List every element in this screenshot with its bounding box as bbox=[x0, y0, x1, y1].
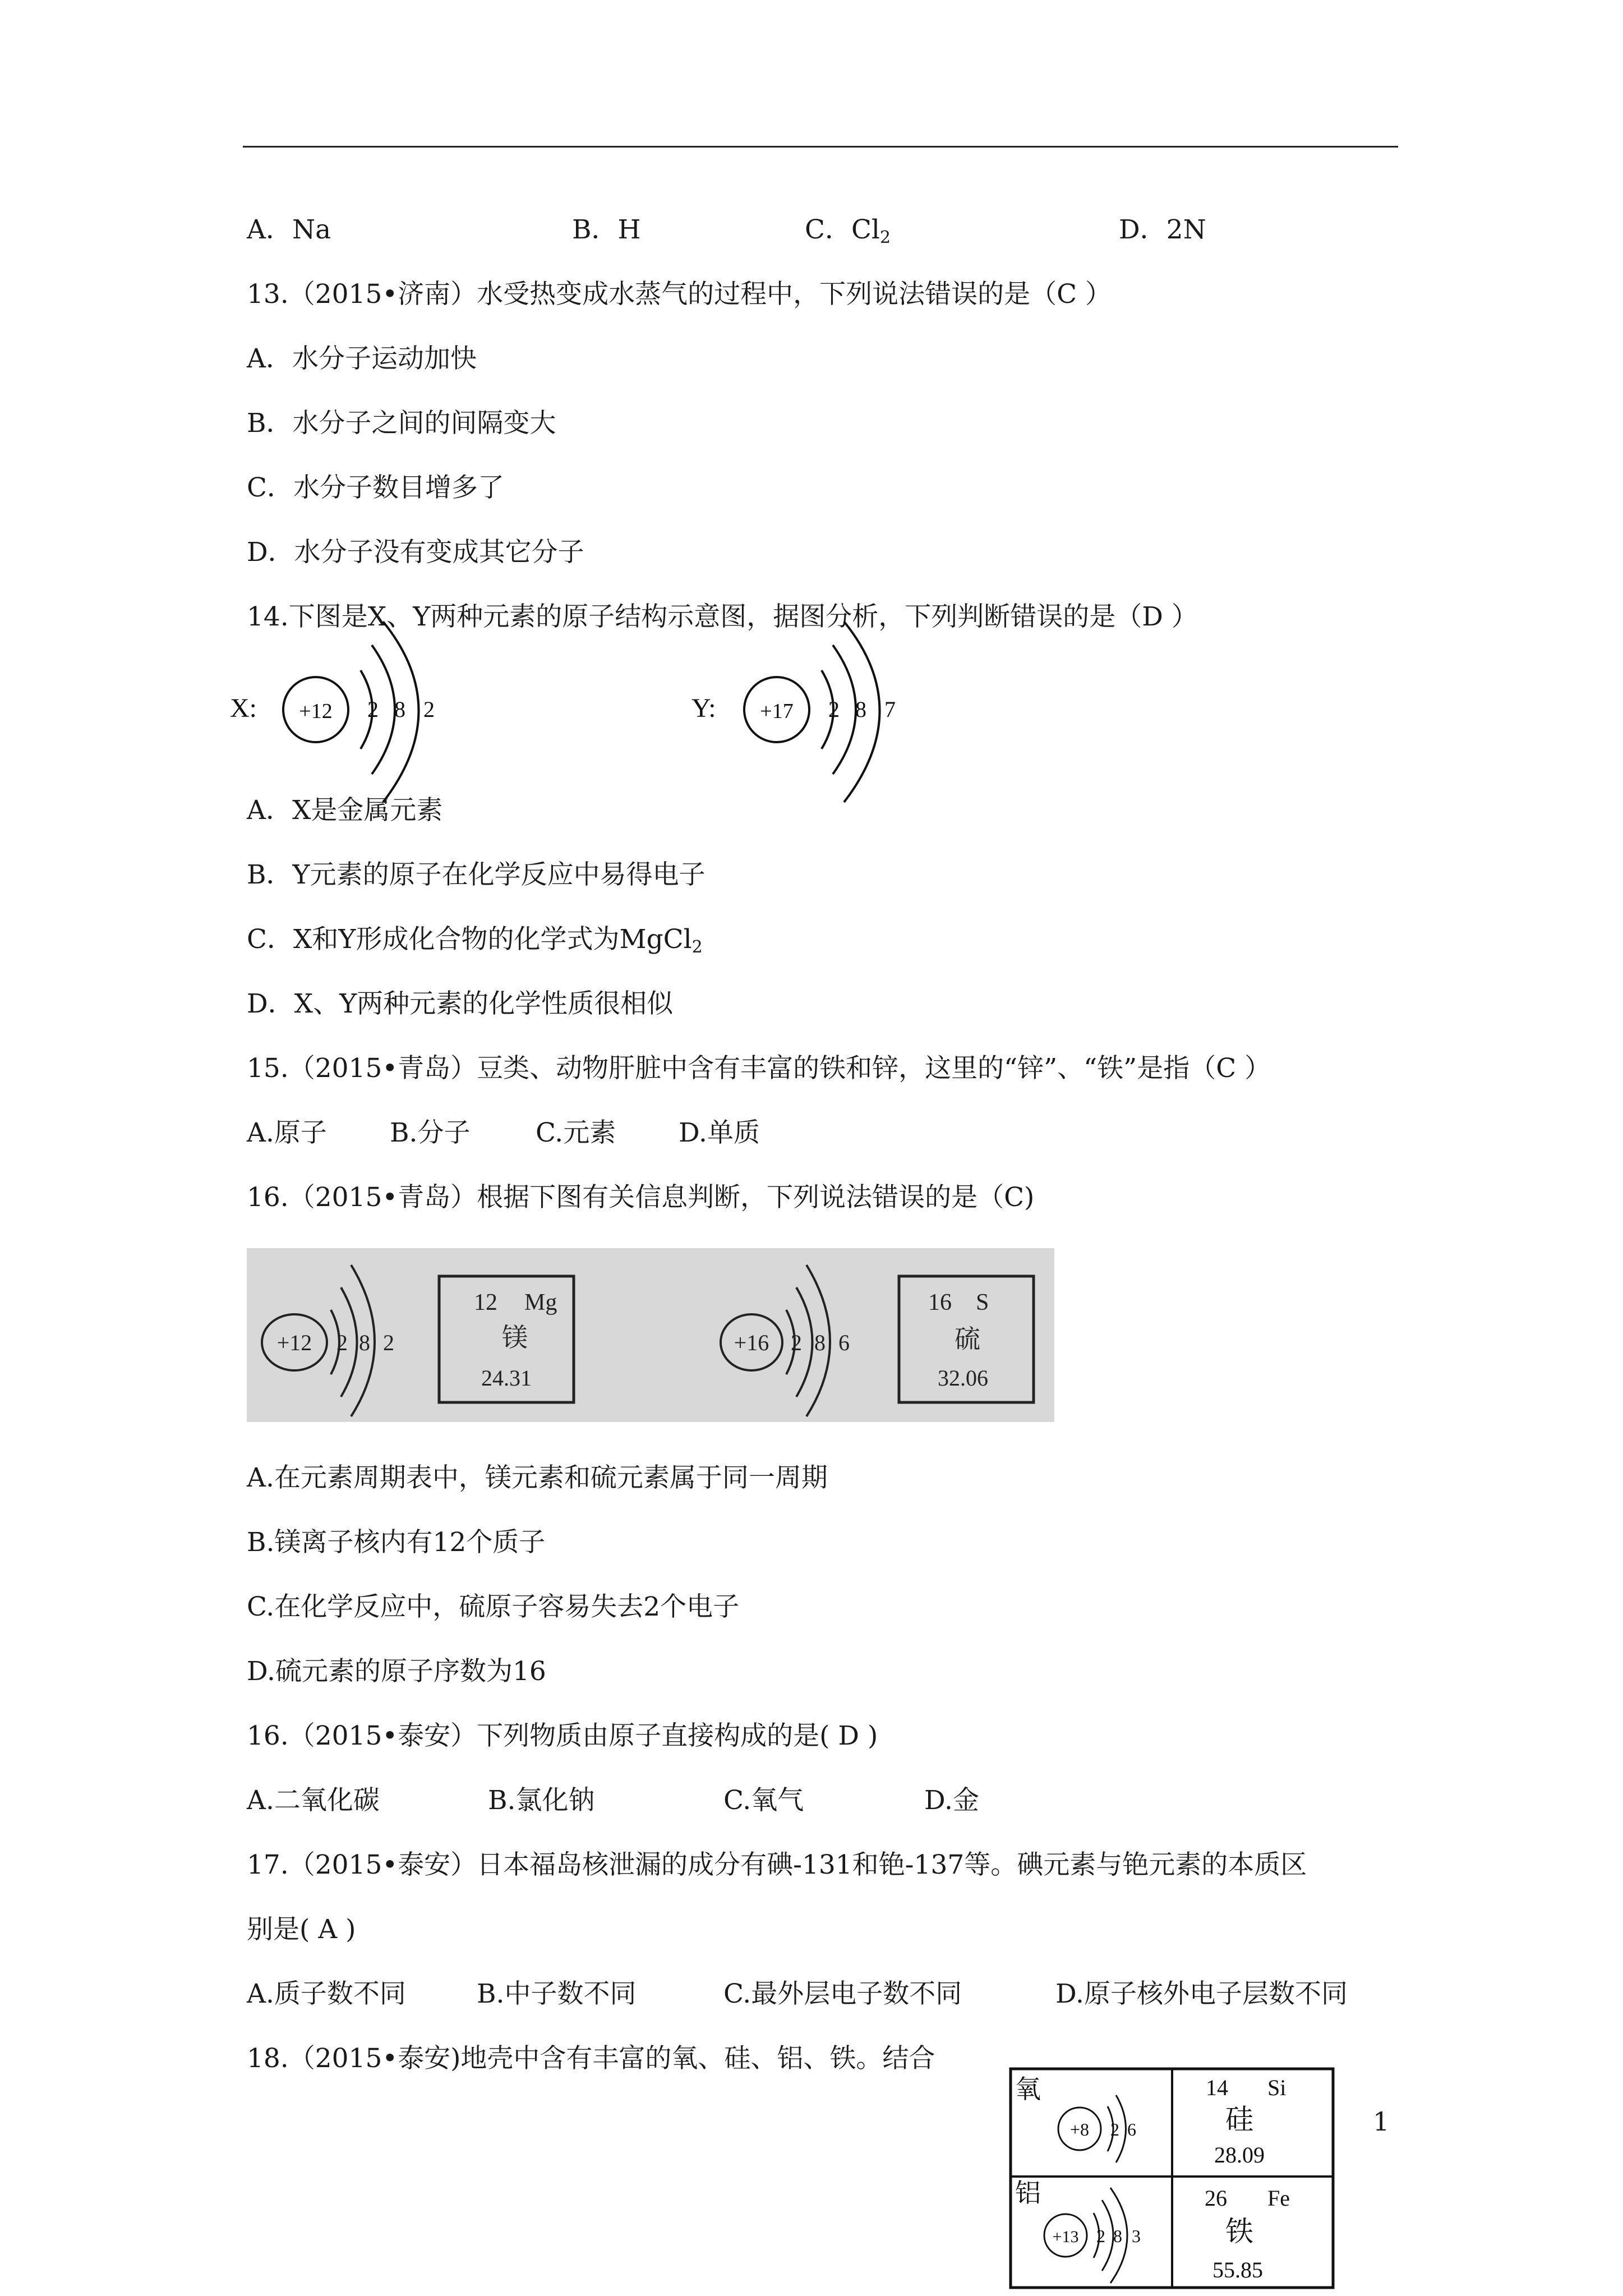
q18-al-name: 铝 bbox=[1015, 2179, 1041, 2207]
q18-o-nucleus: +8 bbox=[1069, 2119, 1090, 2139]
q12-option-b: B．H bbox=[572, 214, 641, 245]
q16a-stem: 16.（2015•青岛）根据下图有关信息判断，下列说法错误的是（C) bbox=[247, 1182, 1035, 1213]
q13-option-d: D．水分子没有变成其它分子 bbox=[247, 537, 584, 568]
q16a-option-d: D.硫元素的原子序数为16 bbox=[247, 1656, 546, 1687]
q14-y-shell-1: 2 bbox=[828, 697, 840, 722]
q16a-mg-name: 镁 bbox=[502, 1323, 528, 1352]
q18-al-shell-3: 3 bbox=[1132, 2226, 1141, 2246]
q18-fe-mass: 55.85 bbox=[1212, 2257, 1263, 2283]
q15-option-a: A.原子 bbox=[247, 1117, 327, 1148]
q16b-option-d: D.金 bbox=[924, 1785, 979, 1816]
q18-fe-number: 26 bbox=[1205, 2185, 1227, 2211]
q15-option-d: D.单质 bbox=[679, 1117, 760, 1148]
q18-stem: 18.（2015•泰安)地壳中含有丰富的氧、硅、铝、铁。结合 bbox=[247, 2043, 935, 2074]
q16a-s-nucleus: +16 bbox=[734, 1330, 769, 1355]
header-rule bbox=[243, 146, 1398, 148]
q16a-s-mass: 32.06 bbox=[938, 1365, 988, 1391]
q17-option-b: B.中子数不同 bbox=[477, 1978, 637, 2009]
q16a-s-shell-3: 6 bbox=[838, 1330, 850, 1355]
q14-x-nucleus: +12 bbox=[299, 700, 333, 723]
q14-option-b: B．Y元素的原子在化学反应中易得电子 bbox=[247, 859, 706, 890]
q16a-s-shell-1: 2 bbox=[791, 1330, 802, 1355]
q18-al-shell-1: 2 bbox=[1096, 2226, 1105, 2246]
q16a-mg-mass: 24.31 bbox=[481, 1365, 532, 1391]
q16a-option-c: C.在化学反应中，硫原子容易失去2个电子 bbox=[247, 1591, 740, 1622]
q14-y-nucleus: +17 bbox=[760, 700, 794, 723]
q16b-option-a: A.二氧化碳 bbox=[247, 1785, 380, 1816]
q14-stem: 14.下图是X、Y两种元素的原子结构示意图，据图分析，下列判断错误的是（D ） bbox=[247, 601, 1198, 632]
q16a-mg-nucleus: +12 bbox=[276, 1330, 312, 1355]
q16b-stem: 16.（2015•泰安）下列物质由原子直接构成的是( D ) bbox=[247, 1720, 878, 1751]
q18-o-shell-2: 6 bbox=[1127, 2119, 1136, 2139]
q18-si-number: 14 bbox=[1206, 2075, 1228, 2100]
q18-al-nucleus: +13 bbox=[1052, 2228, 1079, 2246]
q14-x-shell-2: 8 bbox=[394, 697, 405, 722]
q18-al-shell-2: 8 bbox=[1113, 2226, 1122, 2246]
q16b-option-c: C.氧气 bbox=[723, 1785, 804, 1816]
q16a-s-symbol: S bbox=[976, 1290, 989, 1315]
q18-si-mass: 28.09 bbox=[1214, 2142, 1265, 2168]
q14-atom-diagrams bbox=[224, 617, 953, 808]
q17-stem-line2: 别是( A ) bbox=[247, 1914, 356, 1945]
q18-fe-symbol: Fe bbox=[1267, 2185, 1290, 2211]
q16a-s-number: 16 bbox=[928, 1290, 952, 1315]
q14-y-shell-3: 7 bbox=[884, 697, 896, 722]
q14-option-c: C．X和Y形成化合物的化学式为MgCl$_2$ bbox=[247, 924, 703, 957]
q17-option-c: C.最外层电子数不同 bbox=[723, 1978, 962, 2009]
q14-option-a: A．X是金属元素 bbox=[247, 795, 443, 826]
q16a-option-b: B.镁离子核内有12个质子 bbox=[247, 1527, 546, 1558]
q16b-option-b: B.氯化钠 bbox=[488, 1785, 595, 1816]
q16a-option-a: A.在元素周期表中，镁元素和硫元素属于同一周期 bbox=[247, 1462, 828, 1493]
q16a-mg-shell-3: 2 bbox=[383, 1330, 394, 1355]
q14-x-label: X: bbox=[230, 693, 257, 723]
q18-o-name: 氧 bbox=[1015, 2075, 1041, 2104]
q16a-s-name: 硫 bbox=[955, 1325, 980, 1354]
q13-option-a: A．水分子运动加快 bbox=[247, 343, 477, 374]
q12-option-a: A．Na bbox=[247, 214, 331, 245]
q17-option-d: D.原子核外电子层数不同 bbox=[1055, 1978, 1348, 2009]
q14-y-shell-2: 8 bbox=[855, 697, 866, 722]
q14-y-label: Y: bbox=[691, 693, 716, 723]
q16a-mg-shell-2: 8 bbox=[359, 1330, 370, 1355]
q14-option-d: D．X、Y两种元素的化学性质很相似 bbox=[247, 988, 674, 1019]
q17-option-a: A.质子数不同 bbox=[247, 1978, 406, 2009]
q18-si-name: 硅 bbox=[1225, 2104, 1253, 2135]
q12-option-c: C．$Cl_2$ bbox=[805, 214, 891, 247]
q17-stem-line1: 17.（2015•泰安）日本福岛核泄漏的成分有碘-131和铯-137等。碘元素与铯元素的本质区 bbox=[247, 1849, 1307, 1880]
q18-fe-name: 铁 bbox=[1225, 2216, 1253, 2247]
q13-option-b: B．水分子之间的间隔变大 bbox=[247, 408, 556, 439]
q12-option-d: D．2N bbox=[1119, 214, 1206, 245]
page-number: 1 bbox=[1373, 2106, 1390, 2137]
q16a-figure bbox=[247, 1248, 1054, 1422]
q16a-mg-symbol: Mg bbox=[524, 1290, 557, 1315]
q15-option-c: C.元素 bbox=[536, 1117, 616, 1148]
q13-option-c: C．水分子数目增多了 bbox=[247, 472, 504, 503]
q18-si-symbol: Si bbox=[1267, 2075, 1287, 2100]
q16a-s-shell-2: 8 bbox=[814, 1330, 826, 1355]
q15-stem: 15.（2015•青岛）豆类、动物肝脏中含有丰富的铁和锌，这里的“锌”、“铁”是指（C ） bbox=[247, 1053, 1271, 1084]
q14-x-shell-3: 2 bbox=[423, 697, 435, 722]
q16a-mg-number: 12 bbox=[474, 1290, 497, 1315]
q15-option-b: B.分子 bbox=[390, 1117, 471, 1148]
q16a-mg-shell-1: 2 bbox=[336, 1330, 348, 1355]
q14-x-shell-1: 2 bbox=[367, 697, 379, 722]
q18-o-shell-1: 2 bbox=[1110, 2119, 1119, 2139]
q18-figure bbox=[1004, 2059, 1352, 2294]
q13-stem: 13.（2015•济南）水受热变成水蒸气的过程中，下列说法错误的是（C ） bbox=[247, 279, 1112, 310]
